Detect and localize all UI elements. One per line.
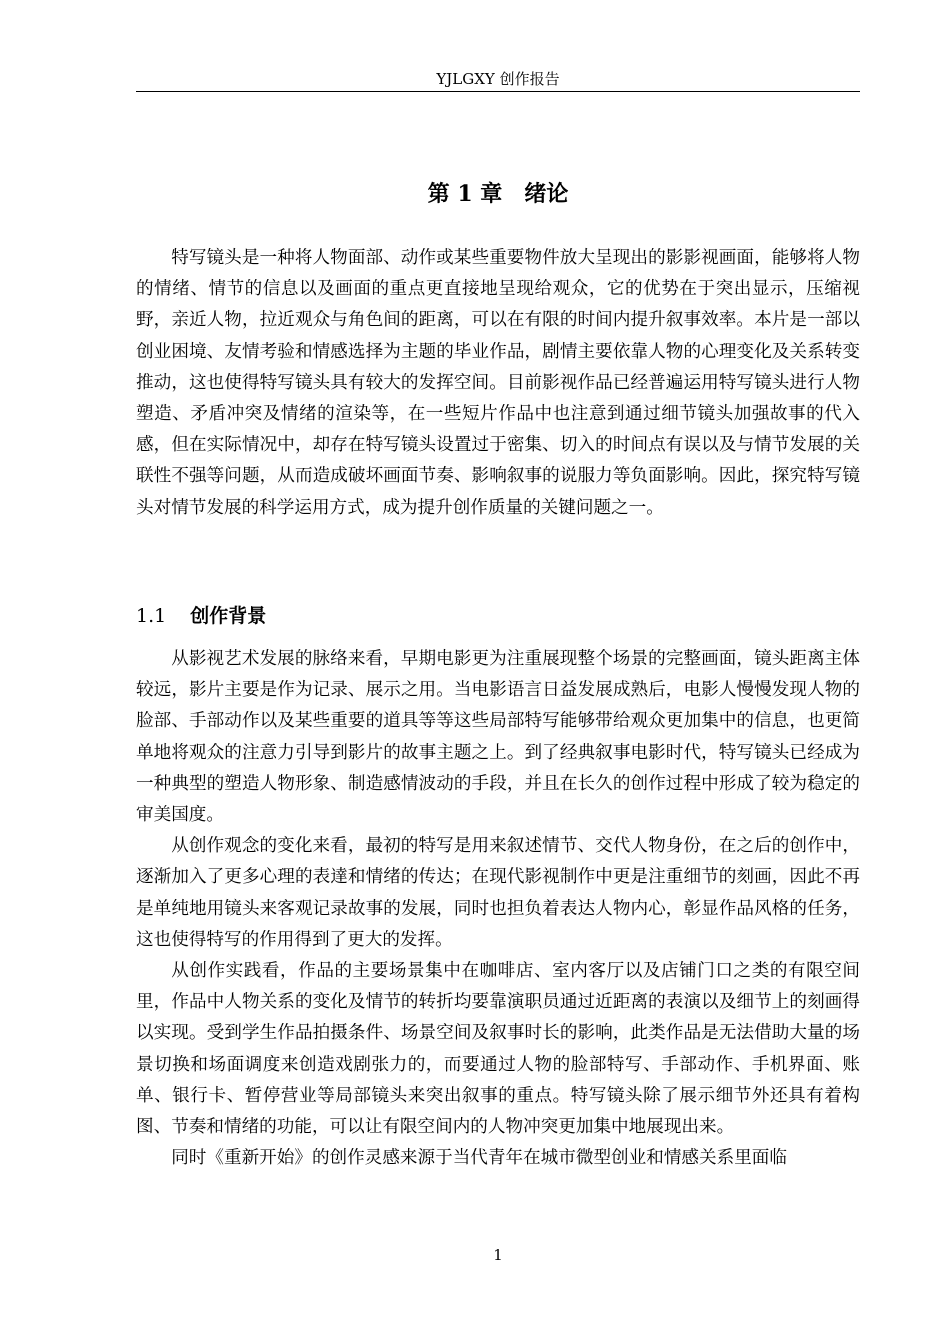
header-rule [136, 91, 860, 92]
chapter-title [136, 178, 860, 210]
body-paragraph: 从影视艺术发展的脉络来看，早期电影更为注重展现整个场景的完整画面，镜头距离主体较远，影片主要是作为记录、展示之用。当电影语言日益发展成熟后，电影人慢慢发现人物的脸部、手部动作以及某些重要的道具等等这些局部特写能够带给观众更加集中的信息，也更简单地将观众的注意力引导到影片的故事主题之上。到了经典叙事电影时代，特写镜头已经成为一种典型的塑造人物形象、制造感情波动的手段，并且在长久的创作过程中形成了较为稳定的审美国度。 [136, 649, 860, 826]
page-number: 1 [493, 1246, 503, 1264]
intro-body [136, 243, 860, 524]
section-heading [136, 600, 266, 632]
section-number: 1.1 [136, 605, 167, 627]
section-title: 创作背景 [190, 605, 267, 627]
section-body [136, 644, 860, 1174]
intro-paragraph: 特写镜头是一种将人物面部、动作或某些重要物件放大呈现出的影影视画面，能够将人物的情绪、情节的信息以及画面的重点更直接地呈现给观众，它的优势在于突出显示，压缩视野，亲近人物，拉近观众与角色间的距离，可以在有限的时间内提升叙事效率。本片是一部以创业困境、友情考验和情感选择为主题的毕业作品，剧情主要依靠人物的心理变化及关系转变推动，这也使得特写镜头具有较大的发挥空间。目前影视作品已经普遍运用特写镜头进行人物塑造、矛盾冲突及情绪的渲染等，在一些短片作品中也注意到通过细节镜头加强故事的代入感，但在实际情况中，却存在特写镜头设置过于密集、切入的时间点有误以及与情节发展的关联性不强等问题，从而造成破坏画面节奏、影响叙事的说服力等负面影响。因此，探究特写镜头对情节发展的科学运用方式，成为提升创作质量的关键问题之一。 [136, 248, 860, 518]
chapter-name: 绪论 [524, 181, 569, 207]
chapter-number: 第 1 章 [427, 181, 503, 207]
body-paragraph: 从创作实践看，作品的主要场景集中在咖啡店、室内客厅以及店铺门口之类的有限空间里，作品中人物关系的变化及情节的转折均要靠演职员通过近距离的表演以及细节上的刻画得以实现。受到学生作品拍摄条件、场景空间及叙事时长的影响，此类作品是无法借助大量的场景切换和场面调度来创造戏剧张力的，而要通过人物的脸部特写、手部动作、手机界面、账单、银行卡、暂停营业等局部镜头来突出叙事的重点。特写镜头除了展示细节外还具有着构图、节奏和情绪的功能，可以让有限空间内的人物冲突更加集中地展现出来。 [136, 961, 860, 1138]
body-paragraph: 同时《重新开始》的创作灵感来源于当代青年在城市微型创业和情感关系里面临 [171, 1148, 787, 1169]
running-header: YJLGXY 创作报告 [436, 70, 560, 88]
body-paragraph: 从创作观念的变化来看，最初的特写是用来叙述情节、交代人物身份，在之后的创作中，逐渐加入了更多心理的表達和情绪的传达；在现代影视制作中更是注重细节的刻画，因此不再是单纯地用镜头来客观记录故事的发展，同时也担负着表达人物内心，彰显作品风格的任务，这也使得特写的作用得到了更大的发挥。 [136, 836, 860, 950]
